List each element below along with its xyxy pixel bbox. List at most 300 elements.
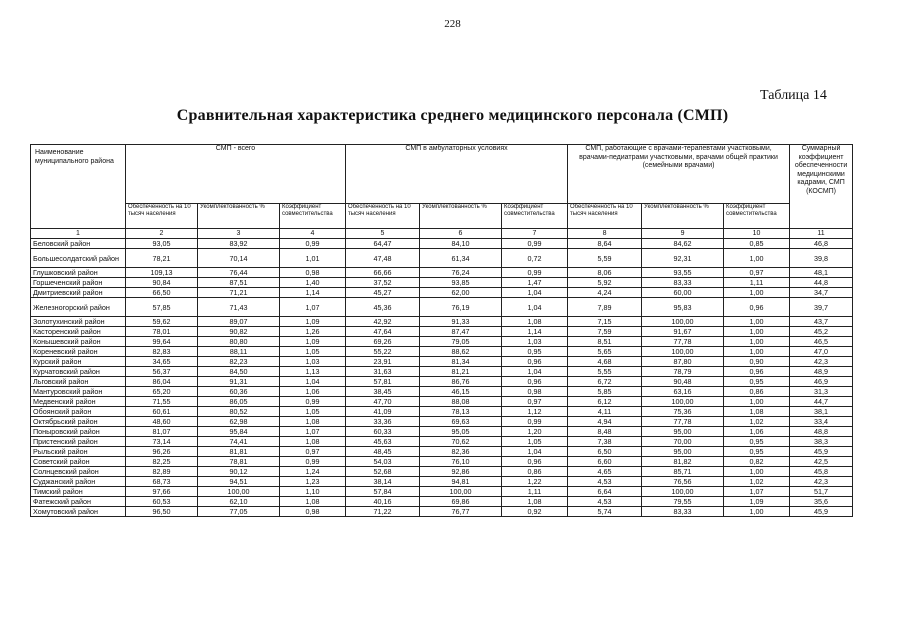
value-cell: 90,84 [126,278,198,288]
table-row [31,497,853,507]
district-name-cell: Обоянский район [31,407,126,417]
value-cell: 34,65 [126,357,198,367]
value-cell: 1,24 [280,467,346,477]
value-cell: 39,7 [790,298,853,317]
value-cell: 55,22 [346,347,420,357]
value-cell: 47,0 [790,347,853,357]
table-row [31,387,853,397]
value-cell: 93,05 [126,239,198,249]
value-cell: 48,1 [790,268,853,278]
table-row [31,457,853,467]
value-cell: 34,7 [790,288,853,298]
value-cell: 38,3 [790,437,853,447]
value-cell: 0,85 [724,239,790,249]
value-cell: 5,55 [568,367,642,377]
value-cell: 69,63 [420,417,502,427]
value-cell: 82,25 [126,457,198,467]
value-cell: 0,96 [724,298,790,317]
value-cell: 0,98 [280,507,346,517]
value-cell: 6,64 [568,487,642,497]
value-cell: 0,96 [502,457,568,467]
value-cell: 90,48 [642,377,724,387]
value-cell: 66,50 [126,288,198,298]
value-cell: 7,59 [568,327,642,337]
table-row [31,288,853,298]
value-cell: 81,34 [420,357,502,367]
value-cell: 88,11 [198,347,280,357]
value-cell: 35,6 [790,497,853,507]
value-cell: 1,00 [724,327,790,337]
value-cell: 31,63 [346,367,420,377]
value-cell: 60,33 [346,427,420,437]
value-cell: 100,00 [642,397,724,407]
value-cell: 1,00 [724,317,790,327]
value-cell: 1,06 [724,427,790,437]
district-name-cell: Большесолдатский район [31,249,126,268]
value-cell: 0,99 [502,239,568,249]
value-cell: 87,47 [420,327,502,337]
value-cell: 8,64 [568,239,642,249]
value-cell: 1,23 [280,477,346,487]
value-cell: 99,64 [126,337,198,347]
value-cell: 1,05 [502,437,568,447]
value-cell: 1,02 [724,417,790,427]
value-cell: 38,1 [790,407,853,417]
value-cell: 85,71 [642,467,724,477]
value-cell: 1,09 [280,337,346,347]
value-cell: 37,52 [346,278,420,288]
value-cell: 6,12 [568,397,642,407]
value-cell: 1,22 [502,477,568,487]
district-name-cell: Дмитриевский район [31,288,126,298]
value-cell: 46,15 [420,387,502,397]
value-cell: 48,60 [126,417,198,427]
table-row [31,437,853,447]
value-cell: 1,03 [502,337,568,347]
value-cell: 1,12 [502,407,568,417]
table-row [31,347,853,357]
value-cell: 79,55 [642,497,724,507]
table-row [31,377,853,387]
value-cell: 59,62 [126,317,198,327]
value-cell: 93,85 [420,278,502,288]
value-cell: 90,12 [198,467,280,477]
table-row [31,337,853,347]
column-number: 2 [126,229,198,239]
value-cell: 46,8 [790,239,853,249]
column-number: 7 [502,229,568,239]
value-cell: 70,62 [420,437,502,447]
value-cell: 1,10 [280,487,346,497]
value-cell: 109,13 [126,268,198,278]
value-cell: 76,19 [420,298,502,317]
value-cell: 0,95 [724,447,790,457]
value-cell: 7,89 [568,298,642,317]
value-cell: 78,79 [642,367,724,377]
value-cell: 94,81 [420,477,502,487]
value-cell: 0,97 [502,397,568,407]
value-cell: 42,3 [790,357,853,367]
value-cell: 62,00 [420,288,502,298]
value-cell: 46,5 [790,337,853,347]
value-cell: 6,60 [568,457,642,467]
district-name-cell: Тимский район [31,487,126,497]
district-name-cell: Медвенский район [31,397,126,407]
value-cell: 1,08 [502,497,568,507]
value-cell: 76,44 [198,268,280,278]
column-number: 5 [346,229,420,239]
value-cell: 81,81 [198,447,280,457]
value-cell: 64,47 [346,239,420,249]
district-name-cell: Курский район [31,357,126,367]
value-cell: 0,86 [502,467,568,477]
table-row [31,427,853,437]
table-row [31,317,853,327]
value-cell: 92,86 [420,467,502,477]
value-cell: 79,05 [420,337,502,347]
value-cell: 57,84 [346,487,420,497]
district-name-cell: Советский район [31,457,126,467]
district-name-cell: Кореневский район [31,347,126,357]
value-cell: 0,92 [502,507,568,517]
value-cell: 1,06 [280,387,346,397]
value-cell: 77,05 [198,507,280,517]
subheader-provision: Обеспеченность на 10 тысяч населения [126,204,198,229]
value-cell: 1,04 [280,377,346,387]
value-cell: 44,8 [790,278,853,288]
table-row [31,298,853,317]
value-cell: 82,89 [126,467,198,477]
value-cell: 78,01 [126,327,198,337]
district-name-cell: Золотухинский район [31,317,126,327]
district-name-cell: Глушковский район [31,268,126,278]
subheader-staffing: Укомплектованность % [642,204,724,229]
value-cell: 4,65 [568,467,642,477]
value-cell: 52,68 [346,467,420,477]
district-name-cell: Хомутовский район [31,507,126,517]
value-cell: 83,92 [198,239,280,249]
value-cell: 82,23 [198,357,280,367]
value-cell: 91,33 [420,317,502,327]
value-cell: 1,02 [724,477,790,487]
value-cell: 0,96 [502,377,568,387]
value-cell: 100,00 [642,347,724,357]
value-cell: 96,26 [126,447,198,457]
value-cell: 0,99 [502,268,568,278]
value-cell: 5,85 [568,387,642,397]
value-cell: 1,04 [502,288,568,298]
district-name-cell: Горшеченский район [31,278,126,288]
value-cell: 40,16 [346,497,420,507]
value-cell: 57,85 [126,298,198,317]
value-cell: 38,14 [346,477,420,487]
district-name-cell: Пристенский район [31,437,126,447]
value-cell: 33,36 [346,417,420,427]
value-cell: 8,48 [568,427,642,437]
value-cell: 1,00 [724,347,790,357]
district-name-cell: Касторенский район [31,327,126,337]
value-cell: 1,09 [724,497,790,507]
value-cell: 43,7 [790,317,853,327]
value-cell: 1,04 [502,447,568,457]
value-cell: 68,73 [126,477,198,487]
value-cell: 4,68 [568,357,642,367]
table-row [31,417,853,427]
value-cell: 48,8 [790,427,853,437]
column-number: 3 [198,229,280,239]
value-cell: 0,97 [280,447,346,457]
value-cell: 8,06 [568,268,642,278]
subheader-staffing: Укомплектованность % [420,204,502,229]
value-cell: 95,00 [642,427,724,437]
value-cell: 5,74 [568,507,642,517]
value-cell: 74,41 [198,437,280,447]
value-cell: 0,95 [724,437,790,447]
header-group-outpatient: СМП в амбулаторных условиях [346,145,568,204]
value-cell: 60,00 [642,288,724,298]
value-cell: 78,21 [126,249,198,268]
value-cell: 86,05 [198,397,280,407]
value-cell: 33,4 [790,417,853,427]
district-name-cell: Поныровский район [31,427,126,437]
value-cell: 93,55 [642,268,724,278]
value-cell: 70,14 [198,249,280,268]
subheader-provision: Обеспеченность на 10 тысяч населения [568,204,642,229]
value-cell: 0,96 [724,367,790,377]
value-cell: 84,62 [642,239,724,249]
column-number: 9 [642,229,724,239]
document-title: Сравнительная характеристика среднего медицинского персонала (СМП) [176,107,729,124]
value-cell: 0,96 [502,357,568,367]
value-cell: 100,00 [198,487,280,497]
value-cell: 7,38 [568,437,642,447]
district-name-cell: Беловский район [31,239,126,249]
value-cell: 60,61 [126,407,198,417]
value-cell: 45,27 [346,288,420,298]
value-cell: 0,98 [280,268,346,278]
value-cell: 66,66 [346,268,420,278]
value-cell: 69,86 [420,497,502,507]
value-cell: 73,14 [126,437,198,447]
value-cell: 100,00 [642,487,724,497]
value-cell: 96,50 [126,507,198,517]
value-cell: 65,20 [126,387,198,397]
value-cell: 62,98 [198,417,280,427]
table-row [31,278,853,288]
value-cell: 76,24 [420,268,502,278]
value-cell: 4,24 [568,288,642,298]
value-cell: 44,7 [790,397,853,407]
value-cell: 42,3 [790,477,853,487]
table-row [31,367,853,377]
column-number: 1 [31,229,126,239]
value-cell: 8,51 [568,337,642,347]
value-cell: 97,66 [126,487,198,497]
district-name-cell: Октябрьский район [31,417,126,427]
value-cell: 95,05 [420,427,502,437]
value-cell: 80,52 [198,407,280,417]
value-cell: 45,2 [790,327,853,337]
value-cell: 84,50 [198,367,280,377]
value-cell: 76,56 [642,477,724,487]
value-cell: 71,55 [126,397,198,407]
value-cell: 91,67 [642,327,724,337]
value-cell: 1,05 [280,347,346,357]
value-cell: 0,99 [280,457,346,467]
value-cell: 1,08 [280,497,346,507]
value-cell: 76,77 [420,507,502,517]
value-cell: 75,36 [642,407,724,417]
value-cell: 1,40 [280,278,346,288]
value-cell: 87,51 [198,278,280,288]
value-cell: 0,99 [502,417,568,427]
value-cell: 1,00 [724,397,790,407]
value-cell: 5,59 [568,249,642,268]
value-cell: 86,04 [126,377,198,387]
table-row [31,397,853,407]
value-cell: 42,5 [790,457,853,467]
value-cell: 1,07 [280,298,346,317]
district-name-cell: Фатежский район [31,497,126,507]
value-cell: 45,9 [790,507,853,517]
value-cell: 0,90 [724,357,790,367]
value-cell: 60,53 [126,497,198,507]
value-cell: 84,10 [420,239,502,249]
district-name-cell: Конышевский район [31,337,126,347]
value-cell: 78,81 [198,457,280,467]
value-cell: 38,45 [346,387,420,397]
value-cell: 92,31 [642,249,724,268]
value-cell: 71,21 [198,288,280,298]
value-cell: 63,16 [642,387,724,397]
value-cell: 0,95 [724,377,790,387]
table-row [31,357,853,367]
value-cell: 51,7 [790,487,853,497]
table-label: Таблица 14 [760,88,827,103]
value-cell: 0,99 [280,397,346,407]
value-cell: 1,00 [724,467,790,477]
district-name-cell: Льговский район [31,377,126,387]
value-cell: 60,36 [198,387,280,397]
value-cell: 56,37 [126,367,198,377]
table-body [31,239,853,517]
page-number: 228 [444,18,461,30]
header-group-coefficient: Суммарный коэффициент обеспеченности медицинскими кадрами, СМП (КОСМП) [790,145,853,229]
value-cell: 45,9 [790,447,853,457]
value-cell: 83,33 [642,278,724,288]
table-row [31,249,853,268]
value-cell: 1,08 [280,437,346,447]
value-cell: 69,26 [346,337,420,347]
value-cell: 42,92 [346,317,420,327]
value-cell: 89,07 [198,317,280,327]
column-number: 10 [724,229,790,239]
table-row [31,467,853,477]
table-row [31,407,853,417]
value-cell: 78,13 [420,407,502,417]
value-cell: 62,10 [198,497,280,507]
value-cell: 0,72 [502,249,568,268]
value-cell: 83,33 [642,507,724,517]
value-cell: 91,31 [198,377,280,387]
value-cell: 41,09 [346,407,420,417]
value-cell: 94,51 [198,477,280,487]
value-cell: 1,47 [502,278,568,288]
value-cell: 4,53 [568,497,642,507]
table-row [31,477,853,487]
subheader-coefficient: Коэффициент совместительства [724,204,790,229]
value-cell: 1,05 [280,407,346,417]
value-cell: 1,14 [280,288,346,298]
header-district-name: Наименование муниципального района [31,145,126,229]
value-cell: 0,82 [724,457,790,467]
column-number: 11 [790,229,853,239]
district-name-cell: Курчатовский район [31,367,126,377]
value-cell: 47,64 [346,327,420,337]
value-cell: 77,78 [642,417,724,427]
value-cell: 1,00 [724,337,790,347]
value-cell: 0,95 [502,347,568,357]
value-cell: 87,80 [642,357,724,367]
value-cell: 6,50 [568,447,642,457]
value-cell: 86,76 [420,377,502,387]
value-cell: 4,53 [568,477,642,487]
value-cell: 1,26 [280,327,346,337]
value-cell: 100,00 [420,487,502,497]
value-cell: 1,09 [280,317,346,327]
value-cell: 7,15 [568,317,642,327]
value-cell: 0,99 [280,239,346,249]
value-cell: 0,97 [724,268,790,278]
value-cell: 4,94 [568,417,642,427]
value-cell: 1,04 [502,367,568,377]
district-name-cell: Солнцевский район [31,467,126,477]
value-cell: 77,78 [642,337,724,347]
value-cell: 81,21 [420,367,502,377]
column-number: 6 [420,229,502,239]
value-cell: 100,00 [642,317,724,327]
value-cell: 39,8 [790,249,853,268]
value-cell: 95,83 [642,298,724,317]
value-cell: 0,98 [502,387,568,397]
table-row [31,447,853,457]
value-cell: 1,07 [280,427,346,437]
table-row [31,268,853,278]
header-group-primary-care: СМП, работающие с врачами-терапевтами участковыми, врачами-педиатрами участковыми, врачами общей практики (семейными врачами) [568,145,790,204]
value-cell: 1,01 [280,249,346,268]
value-cell: 4,11 [568,407,642,417]
value-cell: 71,43 [198,298,280,317]
value-cell: 1,00 [724,507,790,517]
value-cell: 47,70 [346,397,420,407]
value-cell: 45,36 [346,298,420,317]
value-cell: 6,72 [568,377,642,387]
value-cell: 80,80 [198,337,280,347]
value-cell: 1,11 [502,487,568,497]
value-cell: 1,11 [724,278,790,288]
district-name-cell: Рыльский район [31,447,126,457]
table-row [31,507,853,517]
value-cell: 54,03 [346,457,420,467]
column-number-row [31,229,853,239]
district-name-cell: Суджанский район [31,477,126,487]
value-cell: 1,08 [724,407,790,417]
column-number: 4 [280,229,346,239]
value-cell: 82,83 [126,347,198,357]
value-cell: 81,07 [126,427,198,437]
value-cell: 88,62 [420,347,502,357]
value-cell: 1,07 [724,487,790,497]
